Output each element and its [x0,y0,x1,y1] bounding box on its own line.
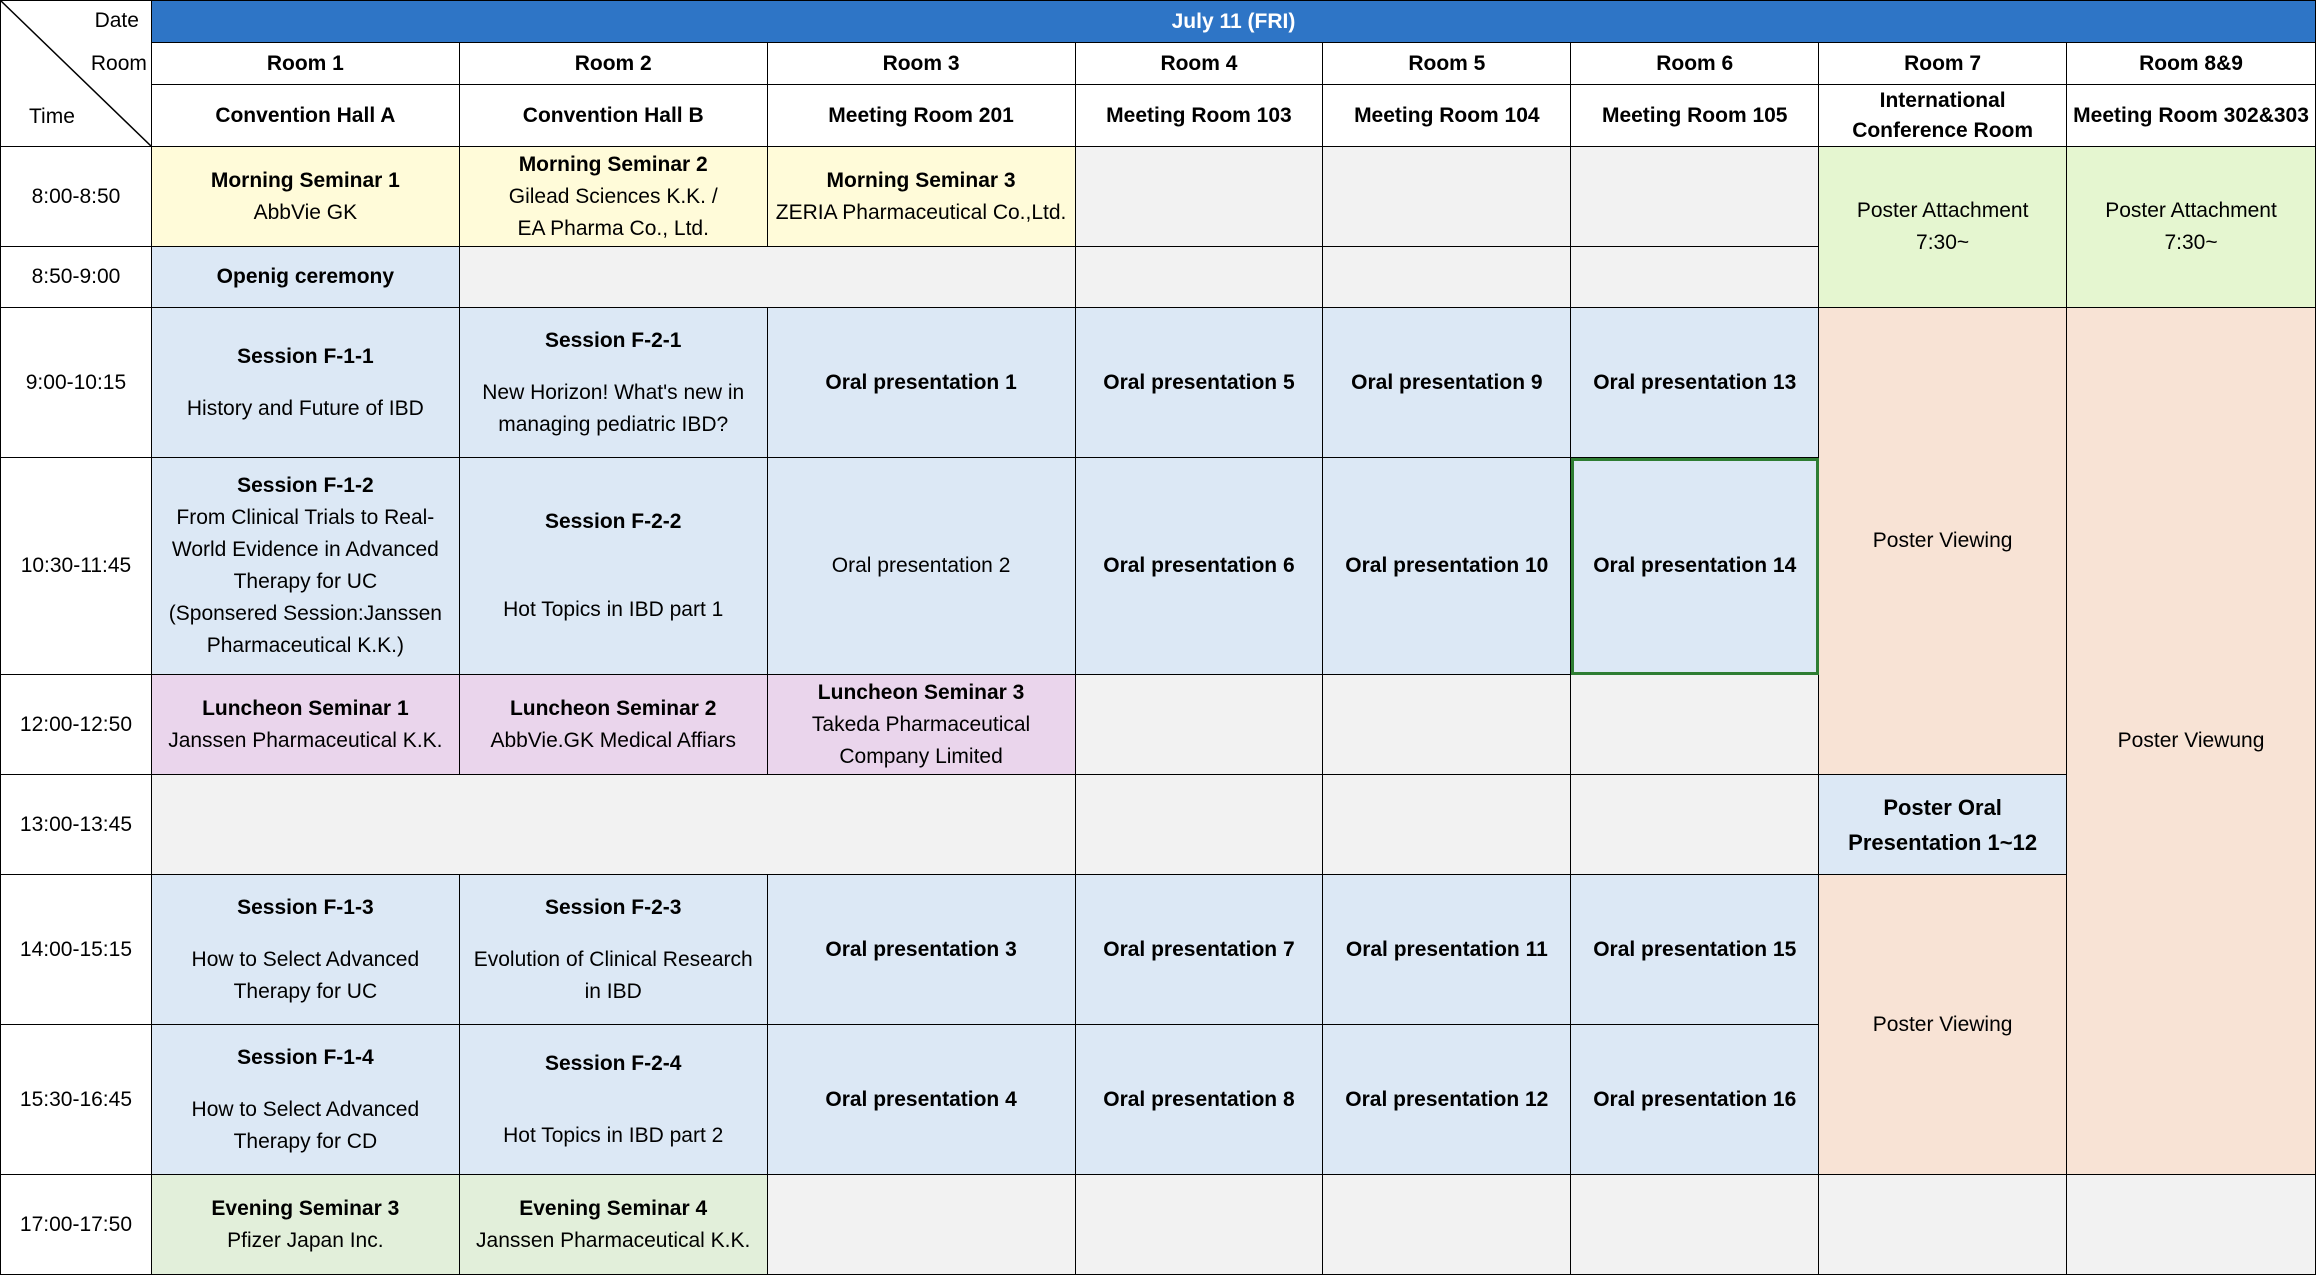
date-header: July 11 (FRI) [151,1,2315,43]
time-slot-label: 9:00-10:15 [1,308,152,458]
oral-presentation-cell[interactable]: Oral presentation 11 [1323,875,1571,1025]
session-title: Session F-2-2 [544,510,682,533]
session-topic: Hot Topics in IBD part 1 [503,598,724,621]
empty-cell[interactable] [1323,247,1571,308]
empty-cell[interactable] [1571,675,1819,775]
oral-presentation-cell[interactable]: Oral presentation 15 [1571,875,1819,1025]
room-header: Room 1 [151,43,459,85]
empty-cell[interactable] [1075,1175,1323,1275]
oral-presentation-cell[interactable]: Oral presentation 12 [1323,1025,1571,1175]
evening-seminar-4-cell[interactable] [459,1175,767,1275]
seminar-title: Luncheon Seminar 2 [509,696,717,720]
room-axis-label: Room [90,52,147,75]
poster-attachment-room89-cell[interactable] [2067,147,2316,308]
spacer [156,373,455,393]
time-slot-label: 8:00-8:50 [1,147,152,247]
empty-cell[interactable] [1075,675,1323,775]
room-header: Room 5 [1323,43,1571,85]
session-topic: in IBD [584,979,642,1003]
time-slot-label: 12:00-12:50 [1,675,152,775]
luncheon-seminar-3-cell[interactable] [767,675,1075,775]
session-topic: Therapy for CD [233,1129,378,1153]
session-title: Session F-1-3 [237,895,374,919]
venue-header: Meeting Room 103 [1075,85,1323,147]
empty-cell[interactable] [151,775,1075,875]
empty-cell[interactable] [1323,675,1571,775]
empty-cell[interactable] [1075,247,1323,308]
seminar-title: Morning Seminar 3 [826,168,1016,192]
oral-presentation-cell[interactable]: Oral presentation 4 [767,1025,1075,1175]
session-topic: Evolution of Clinical Research [473,947,753,971]
date-axis-label: Date [94,9,139,32]
seminar-sponsor: Company Limited [839,744,1003,768]
venue-header: Meeting Room 104 [1323,85,1571,147]
poster-attachment-time: 7:30~ [1916,231,1970,254]
empty-cell[interactable] [1075,147,1323,247]
oral-presentation-cell[interactable]: Oral presentation 3 [767,875,1075,1025]
time-slot-label: 17:00-17:50 [1,1175,152,1275]
oral-presentation-cell[interactable]: Oral presentation 9 [1323,308,1571,458]
spacer [464,357,763,377]
seminar-title: Luncheon Seminar 3 [817,680,1025,704]
oral-presentation-cell[interactable]: Oral presentation 10 [1323,458,1571,675]
spacer [156,1074,455,1094]
empty-cell[interactable] [1571,775,1819,875]
empty-cell[interactable] [2067,1175,2316,1275]
session-f-2-1-cell[interactable] [459,308,767,458]
empty-cell[interactable] [1571,1175,1819,1275]
poster-oral-title: Poster Oral [1883,794,2002,820]
oral-presentation-cell[interactable]: Oral presentation 7 [1075,875,1323,1025]
oral-presentation-cell[interactable]: Oral presentation 13 [1571,308,1819,458]
empty-cell[interactable] [767,1175,1075,1275]
room-header: Room 8&9 [2067,43,2316,85]
session-topic: History and Future of IBD [186,396,424,420]
session-f-1-1-cell[interactable] [151,308,459,458]
seminar-sponsor: AbbVie.GK Medical Affiars [490,728,736,752]
session-topic: Therapy for UC [233,570,378,593]
session-f-1-4-cell[interactable] [151,1025,459,1175]
session-title: Session F-1-1 [237,344,374,368]
oral-presentation-cell[interactable]: Oral presentation 5 [1075,308,1323,458]
spacer [156,924,455,944]
session-topic: managing pediatric IBD? [498,412,729,436]
empty-cell[interactable] [1571,147,1819,247]
session-f-1-2-cell[interactable] [151,458,459,675]
morning-seminar-2-cell[interactable] [459,147,767,247]
session-title: Session F-2-4 [544,1051,682,1075]
spacer [464,924,763,944]
oral-presentation-cell[interactable]: Oral presentation 1 [767,308,1075,458]
corner-header [1,1,152,147]
seminar-sponsor: Pfizer Japan Inc. [227,1228,384,1252]
venue-header: Meeting Room 302&303 [2067,85,2316,147]
time-slot-label: 14:00-15:15 [1,875,152,1025]
empty-cell[interactable] [1323,775,1571,875]
seminar-sponsor: ZERIA Pharmaceutical Co.,Ltd. [775,200,1067,224]
room-header: Room 2 [459,43,767,85]
time-slot-label: 10:30-11:45 [1,458,152,675]
time-slot-label: 15:30-16:45 [1,1025,152,1175]
session-f-2-3-cell[interactable] [459,875,767,1025]
poster-attachment-time: 7:30~ [2164,231,2218,254]
session-title: Session F-2-3 [544,895,682,919]
seminar-title: Evening Seminar 3 [211,1196,400,1220]
room-header: Room 7 [1819,43,2067,85]
session-topic: How to Select Advanced [191,947,420,971]
venue-header: Convention Hall A [151,85,459,147]
empty-cell[interactable] [1323,1175,1571,1275]
time-slot-label: 8:50-9:00 [1,247,152,308]
empty-cell[interactable] [1819,1175,2067,1275]
spacer [464,1080,763,1120]
session-topic: Pharmaceutical K.K.) [206,634,404,657]
morning-seminar-1-cell[interactable] [151,147,459,247]
poster-oral-presentation-cell[interactable] [1819,775,2067,875]
session-title: Session F-2-1 [544,328,682,352]
oral-presentation-cell[interactable]: Oral presentation 6 [1075,458,1323,675]
seminar-title: Morning Seminar 1 [210,168,400,192]
session-topic: How to Select Advanced [191,1097,420,1121]
session-topic: From Clinical Trials to Real- [176,506,435,529]
venue-header: Convention Hall B [459,85,767,147]
morning-seminar-3-cell[interactable] [767,147,1075,247]
evening-seminar-3-cell[interactable] [151,1175,459,1275]
seminar-title: Evening Seminar 4 [519,1196,708,1220]
session-f-2-4-cell[interactable] [459,1025,767,1175]
session-f-1-3-cell[interactable] [151,875,459,1025]
session-f-2-2-cell[interactable] [459,458,767,675]
venue-header: International Conference Room [1819,85,2067,147]
seminar-sponsor: Takeda Pharmaceutical [811,712,1031,736]
session-topic: Therapy for UC [233,979,378,1003]
seminar-sponsor: Janssen Pharmaceutical K.K. [168,728,443,752]
empty-cell[interactable] [459,247,1075,308]
session-topic: (Sponsered Session:Janssen [168,602,442,625]
session-topic: World Evidence in Advanced [171,538,439,561]
oral-presentation-cell[interactable]: Oral presentation 16 [1571,1025,1819,1175]
poster-viewung-cell[interactable]: Poster Viewung [2067,308,2316,1175]
session-topic: Hot Topics in IBD part 2 [503,1123,724,1147]
room-header: Room 4 [1075,43,1323,85]
room-header: Room 3 [767,43,1075,85]
empty-cell[interactable] [1075,775,1323,875]
time-axis-label: Time [29,105,75,128]
oral-presentation-cell-selected[interactable]: Oral presentation 14 [1571,458,1819,675]
poster-attachment-label: Poster Attachment [1856,199,2029,222]
seminar-sponsor: AbbVie GK [253,200,358,224]
venue-header: Meeting Room 201 [767,85,1075,147]
session-title: Session F-1-4 [237,1045,374,1069]
poster-oral-range: Presentation 1~12 [1848,829,2038,855]
empty-cell[interactable] [1571,247,1819,308]
time-slot-label: 13:00-13:45 [1,775,152,875]
seminar-sponsor: EA Pharma Co., Ltd. [517,216,709,240]
oral-presentation-cell[interactable]: Oral presentation 8 [1075,1025,1323,1175]
luncheon-seminar-2-cell[interactable] [459,675,767,775]
seminar-sponsor: Gilead Sciences K.K. / [508,184,718,208]
venue-header: Meeting Room 105 [1571,85,1819,147]
spacer [464,538,763,594]
session-topic: New Horizon! What's new in [482,380,745,404]
seminar-sponsor: Janssen Pharmaceutical K.K. [476,1228,751,1252]
opening-ceremony-cell[interactable]: Openig ceremony [151,247,459,308]
poster-viewing-afternoon-cell[interactable]: Poster Viewing [1819,875,2067,1175]
oral-presentation-cell[interactable]: Oral presentation 2 [767,458,1075,675]
poster-viewing-morning-cell[interactable]: Poster Viewing [1819,308,2067,775]
seminar-title: Luncheon Seminar 1 [202,696,409,720]
poster-attachment-room7-cell[interactable] [1819,147,2067,308]
seminar-title: Morning Seminar 2 [518,152,708,176]
poster-attachment-label: Poster Attachment [2105,199,2277,222]
session-title: Session F-1-2 [237,474,374,497]
empty-cell[interactable] [1323,147,1571,247]
luncheon-seminar-1-cell[interactable] [151,675,459,775]
room-header: Room 6 [1571,43,1819,85]
